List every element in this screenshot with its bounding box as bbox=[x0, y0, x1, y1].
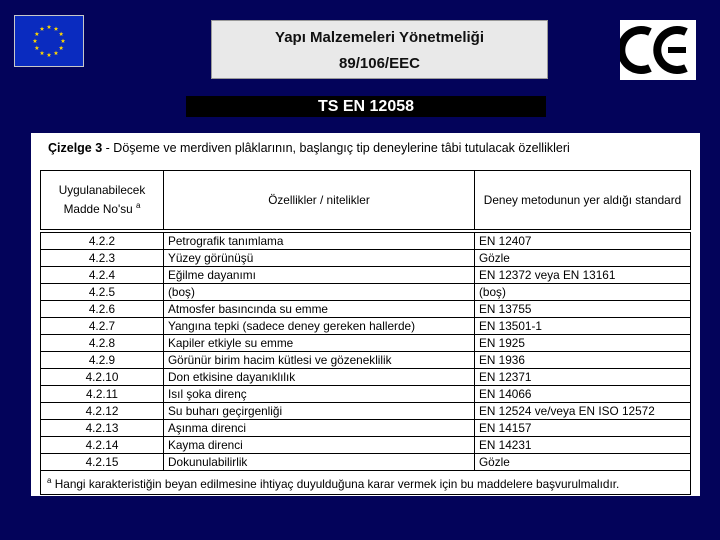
clause-cell: 4.2.7 bbox=[41, 318, 164, 335]
eu-star bbox=[40, 51, 45, 55]
footnote-row bbox=[41, 471, 691, 495]
table-row bbox=[41, 420, 691, 437]
clause-cell: 4.2.9 bbox=[41, 352, 164, 369]
method-cell: EN 14231 bbox=[475, 437, 691, 454]
title-box bbox=[211, 20, 548, 79]
method-cell: Gözle bbox=[475, 454, 691, 471]
table-caption bbox=[48, 141, 570, 155]
clause-cell: 4.2.14 bbox=[41, 437, 164, 454]
method-cell: EN 12407 bbox=[475, 231, 691, 250]
header-property: Özellikler / nitelikler bbox=[164, 171, 475, 232]
clause-cell: 4.2.11 bbox=[41, 386, 164, 403]
table-row bbox=[41, 386, 691, 403]
property-cell: Kapiler etkiyle su emme bbox=[164, 335, 475, 352]
eu-star bbox=[59, 32, 64, 36]
method-cell: EN 1925 bbox=[475, 335, 691, 352]
title-line1: Yapı Malzemeleri Yönetmeliği bbox=[275, 29, 484, 46]
table-row bbox=[41, 318, 691, 335]
method-cell: (boş) bbox=[475, 284, 691, 301]
property-cell: Don etkisine dayanıklılık bbox=[164, 369, 475, 386]
method-cell: EN 14157 bbox=[475, 420, 691, 437]
method-cell: Gözle bbox=[475, 250, 691, 267]
eu-star bbox=[47, 53, 52, 57]
clause-cell: 4.2.6 bbox=[41, 301, 164, 318]
clause-cell: 4.2.15 bbox=[41, 454, 164, 471]
footnote bbox=[41, 471, 691, 495]
caption-text: - Döşeme ve merdiven plâklarının, başlangıç tip deneylerine tâbi tutulacak özellikleri bbox=[102, 141, 570, 155]
spec-table bbox=[40, 170, 691, 495]
property-cell: Yüzey görünüşü bbox=[164, 250, 475, 267]
table-row bbox=[41, 335, 691, 352]
table-row bbox=[41, 403, 691, 420]
method-cell: EN 13755 bbox=[475, 301, 691, 318]
property-cell: Kayma direnci bbox=[164, 437, 475, 454]
clause-cell: 4.2.12 bbox=[41, 403, 164, 420]
header-clause bbox=[41, 171, 164, 232]
table-row bbox=[41, 369, 691, 386]
property-cell: Su buharı geçirgenliği bbox=[164, 403, 475, 420]
eu-flag-icon bbox=[14, 15, 84, 67]
header-clause-sup: a bbox=[135, 201, 141, 211]
property-cell: (boş) bbox=[164, 284, 475, 301]
property-cell: Görünür birim hacim kütlesi ve gözeneklilik bbox=[164, 352, 475, 369]
method-cell: EN 12372 veya EN 13161 bbox=[475, 267, 691, 284]
header-method: Deney metodunun yer aldığı standard bbox=[475, 171, 691, 232]
eu-star bbox=[59, 46, 64, 50]
eu-star bbox=[61, 39, 66, 43]
property-cell: Dokunulabilirlik bbox=[164, 454, 475, 471]
table-row bbox=[41, 454, 691, 471]
eu-star bbox=[40, 26, 45, 30]
footnote-text: Hangi karakteristiğin beyan edilmesine ihtiyaç duyulduğuna karar vermek için bu maddelere başvurulmalıdır. bbox=[54, 476, 620, 491]
clause-cell: 4.2.4 bbox=[41, 267, 164, 284]
property-cell: Isıl şoka direnç bbox=[164, 386, 475, 403]
property-cell: Petrografik tanımlama bbox=[164, 231, 475, 250]
table-row bbox=[41, 250, 691, 267]
eu-star bbox=[35, 32, 40, 36]
method-cell: EN 13501-1 bbox=[475, 318, 691, 335]
property-cell: Atmosfer basıncında su emme bbox=[164, 301, 475, 318]
table-row bbox=[41, 437, 691, 454]
footnote-mark: a bbox=[47, 476, 52, 485]
method-cell: EN 1936 bbox=[475, 352, 691, 369]
table-row bbox=[41, 267, 691, 284]
clause-cell: 4.2.10 bbox=[41, 369, 164, 386]
table-row bbox=[41, 301, 691, 318]
method-cell: EN 12371 bbox=[475, 369, 691, 386]
eu-star bbox=[54, 51, 59, 55]
clause-cell: 4.2.8 bbox=[41, 335, 164, 352]
table-row bbox=[41, 231, 691, 250]
method-cell: EN 14066 bbox=[475, 386, 691, 403]
document-sheet bbox=[31, 133, 700, 496]
table-row bbox=[41, 284, 691, 301]
ce-mark-icon bbox=[620, 20, 696, 80]
clause-cell: 4.2.2 bbox=[41, 231, 164, 250]
property-cell: Aşınma direnci bbox=[164, 420, 475, 437]
method-cell: EN 12524 ve/veya EN ISO 12572 bbox=[475, 403, 691, 420]
header-clause-label: Uygulanabilecek Madde No'su bbox=[58, 183, 146, 216]
clause-cell: 4.2.3 bbox=[41, 250, 164, 267]
eu-star bbox=[47, 25, 52, 29]
clause-cell: 4.2.5 bbox=[41, 284, 164, 301]
caption-bold: Çizelge 3 bbox=[48, 141, 103, 155]
property-cell: Yangına tepki (sadece deney gereken hallerde) bbox=[164, 318, 475, 335]
property-cell: Eğilme dayanımı bbox=[164, 267, 475, 284]
title-line2: 89/106/EEC bbox=[339, 55, 420, 72]
eu-star bbox=[54, 26, 59, 30]
standard-bar: TS EN 12058 bbox=[186, 96, 546, 117]
table-row bbox=[41, 352, 691, 369]
table-body bbox=[41, 231, 691, 471]
clause-cell: 4.2.13 bbox=[41, 420, 164, 437]
eu-star bbox=[35, 46, 40, 50]
eu-flag-stars bbox=[15, 16, 83, 66]
table-header-row bbox=[41, 171, 691, 232]
eu-star bbox=[33, 39, 38, 43]
